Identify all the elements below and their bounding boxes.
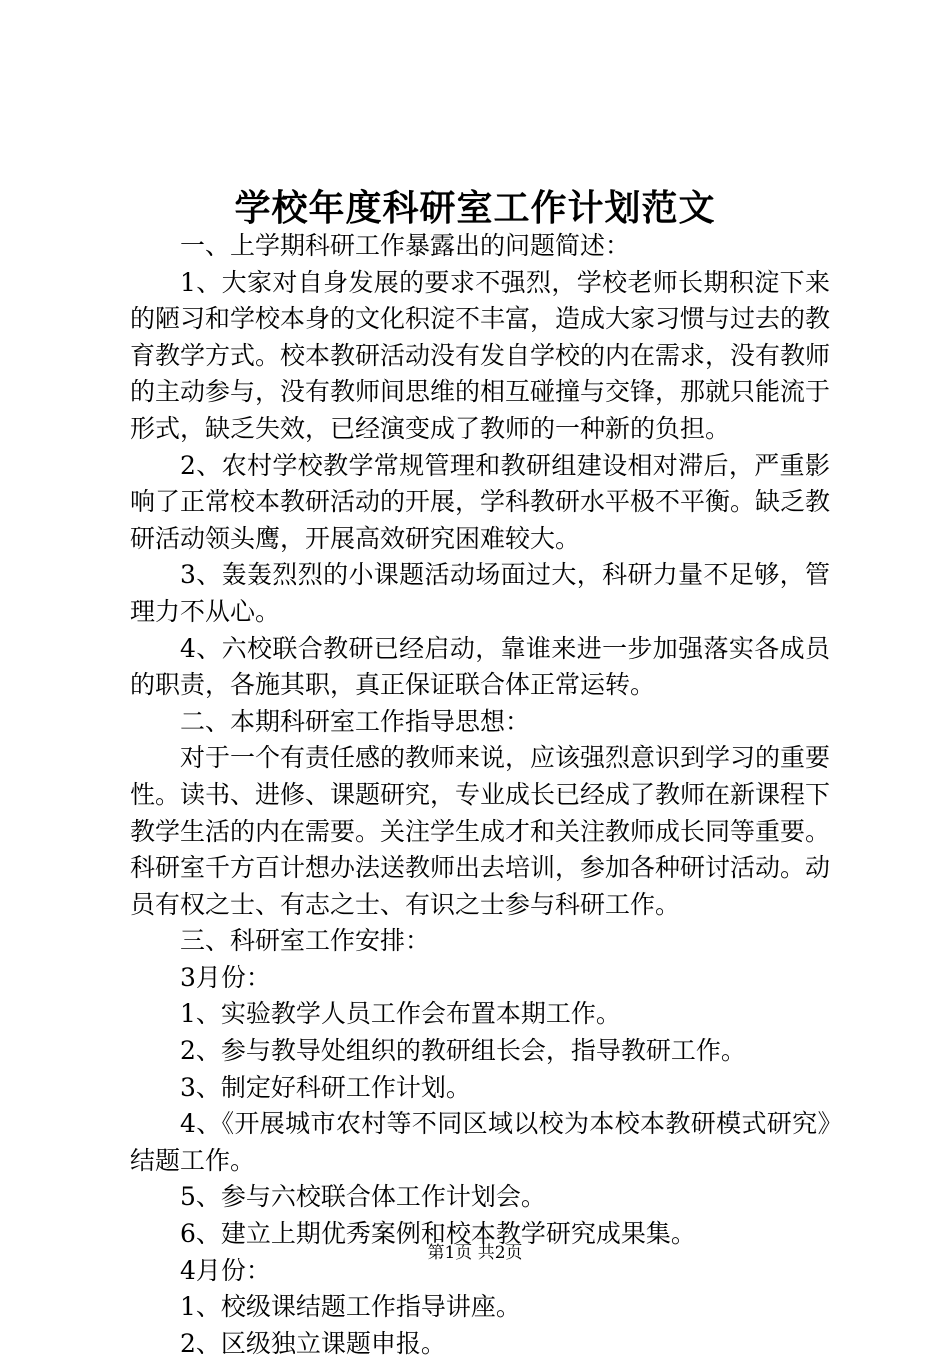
list-item-march-1: 1、实验教学人员工作会布置本期工作。 (180, 999, 621, 1029)
month-heading-april: 4月份： (180, 1255, 271, 1285)
paragraph-problem-3: 3、轰轰烈烈的小课题活动场面过大，科研力量不足够，管理力不从心。 (130, 560, 830, 626)
paragraph-problem-1: 1、大家对自身发展的要求不强烈，学校老师长期积淀下来的陋习和学校本身的文化积淀不丰富，造成大家习惯与过去的教育教学方式。校本教研活动没有发自学校的内在需求，没有教师的主动参与，没有教师间思维的相互碰撞与交锋，那就只能流于形式，缺乏失效，已经演变成了教师的一种新的负担。 (130, 267, 831, 443)
document-body (130, 228, 830, 1362)
list-item-march-3: 3、制定好科研工作计划。 (180, 1072, 471, 1102)
list-item-march-5: 5、参与六校联合体工作计划会。 (180, 1182, 546, 1212)
list-item-april-1: 1、校级课结题工作指导讲座。 (180, 1292, 521, 1322)
section-heading-arrangement: 三、科研室工作安排： (180, 926, 431, 956)
section-heading-problems: 一、上学期科研工作暴露出的问题简述： (180, 231, 631, 260)
list-item-april-2: 2、区级独立课题申报。 (180, 1328, 446, 1358)
page-number-footer: 第1页 共2页 (427, 1243, 523, 1263)
list-item-march-2: 2、参与教导处组织的教研组长会，指导教研工作。 (180, 1036, 746, 1066)
month-heading-march: 3月份： (180, 962, 271, 992)
paragraph-problem-2: 2、农村学校教学常规管理和教研组建设相对滞后，严重影响了正常校本教研活动的开展，学科教研水平极不平衡。缺乏教研活动领头鹰，开展高效研究困难较大。 (130, 450, 831, 553)
list-item-march-4: 4、《开展城市农村等不同区域以校为本校本教研模式研究》结题工作。 (130, 1109, 830, 1175)
paragraph-guiding-idea: 对于一个有责任感的教师来说，应该强烈意识到学习的重要性。读书、进修、课题研究，专业成长已经成了教师在新课程下教学生活的内在需要。关注学生成才和关注教师成长同等重要。科研室千方百计想办法送教师出去培训，参加各种研讨活动。动员有权之士、有志之士、有识之士参与科研工作。 (130, 743, 831, 919)
section-heading-guiding-idea: 二、本期科研室工作指导思想： (180, 706, 531, 736)
list-item-march-6: 6、建立上期优秀案例和校本教学研究成果集。 (180, 1219, 696, 1249)
document-title: 学校年度科研室工作计划范文 (234, 187, 716, 229)
paragraph-problem-4: 4、六校联合教研已经启动，靠谁来进一步加强落实各成员的职责，各施其职，真正保证联合体正常运转。 (130, 633, 830, 700)
